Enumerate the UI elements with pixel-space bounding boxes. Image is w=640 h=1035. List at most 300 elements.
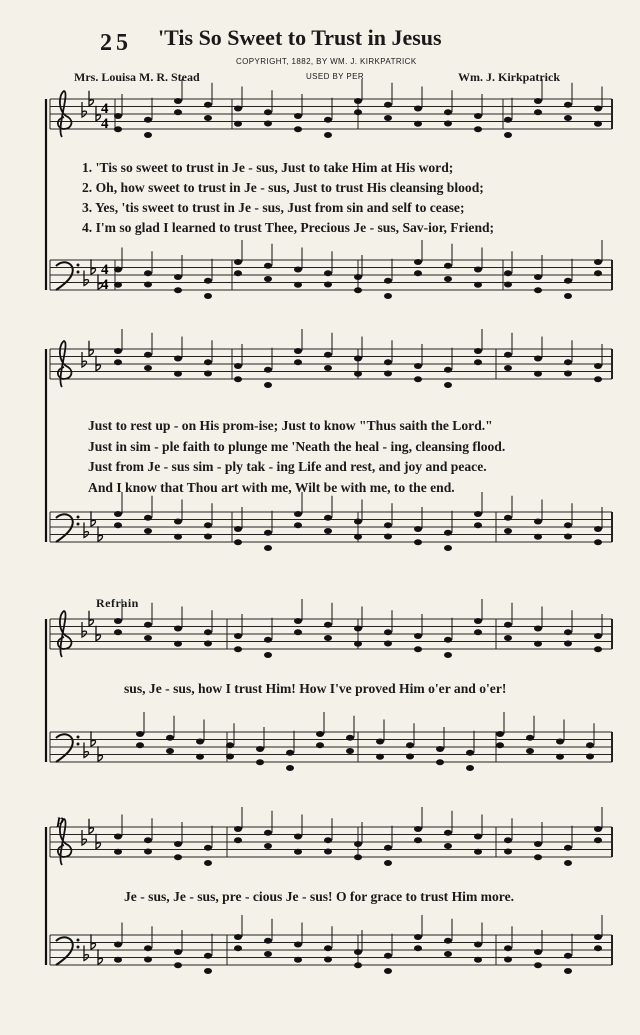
note-head — [594, 539, 602, 545]
note-head — [324, 849, 332, 855]
lyricist-credit: Mrs. Louisa M. R. Stead — [74, 70, 200, 84]
note-head — [414, 106, 422, 112]
note-head — [534, 854, 542, 860]
note-head — [196, 739, 204, 745]
note-head — [264, 545, 272, 551]
note-head — [354, 626, 362, 632]
note-head — [234, 121, 242, 127]
note-head — [136, 742, 144, 748]
note-head — [504, 837, 512, 843]
note-head — [564, 860, 572, 866]
note-head — [294, 282, 302, 288]
refrain-label: Refrain — [96, 596, 139, 610]
note-head — [324, 528, 332, 534]
note-head — [534, 274, 542, 280]
note-head — [384, 968, 392, 974]
note-head — [444, 276, 452, 282]
note-head — [534, 371, 542, 377]
flat-sign — [84, 946, 89, 961]
note-head — [594, 106, 602, 112]
note-head — [474, 282, 482, 288]
note-head — [324, 945, 332, 951]
note-head — [414, 363, 422, 369]
bass-clef — [56, 514, 73, 542]
note-head — [594, 837, 602, 843]
note-head — [444, 382, 452, 388]
note-head — [564, 968, 572, 974]
note-head — [264, 652, 272, 658]
note-head — [414, 934, 422, 940]
note-head — [114, 942, 122, 948]
note-head — [294, 348, 302, 354]
note-head — [114, 282, 122, 288]
note-head — [384, 953, 392, 959]
bass-clef-dot — [77, 736, 80, 739]
note-head — [234, 945, 242, 951]
note-head — [264, 530, 272, 536]
note-head — [564, 293, 572, 299]
note-head — [316, 731, 324, 737]
note-head — [354, 287, 362, 293]
note-head — [504, 622, 512, 628]
note-head — [264, 121, 272, 127]
note-head — [504, 957, 512, 963]
note-head — [534, 534, 542, 540]
note-head — [256, 759, 264, 765]
note-head — [324, 117, 332, 123]
note-head — [204, 102, 212, 108]
hymn-title: 'Tis So Sweet to Trust in Jesus — [158, 25, 442, 50]
note-head — [226, 754, 234, 760]
verse-1-line-2: Just to rest up - on His prom-ise; Just to know "Thus saith the Lord." — [88, 418, 493, 433]
note-head — [144, 622, 152, 628]
note-head — [564, 278, 572, 284]
note-head — [324, 365, 332, 371]
note-head — [444, 652, 452, 658]
note-head — [204, 293, 212, 299]
note-head — [114, 618, 122, 624]
note-head — [294, 126, 302, 132]
verse-2-line-1: 2. Oh, how sweet to trust in Je - sus, Just to trust His cleansing blood; — [82, 180, 484, 195]
note-head — [234, 106, 242, 112]
note-head — [564, 359, 572, 365]
note-head — [474, 126, 482, 132]
note-head — [354, 854, 362, 860]
note-head — [144, 635, 152, 641]
note-head — [204, 968, 212, 974]
note-head — [234, 826, 242, 832]
note-head — [414, 646, 422, 652]
note-head — [564, 953, 572, 959]
note-head — [316, 742, 324, 748]
note-head — [264, 367, 272, 373]
note-head — [564, 641, 572, 647]
flat-sign — [91, 731, 96, 746]
note-head — [354, 98, 362, 104]
note-head — [324, 132, 332, 138]
flat-sign — [84, 271, 89, 286]
note-head — [354, 962, 362, 968]
note-head — [264, 951, 272, 957]
note-head — [204, 278, 212, 284]
note-head — [324, 270, 332, 276]
note-head — [354, 641, 362, 647]
note-head — [204, 845, 212, 851]
note-head — [556, 739, 564, 745]
note-head — [324, 957, 332, 963]
note-head — [114, 957, 122, 963]
note-head — [384, 115, 392, 121]
note-head — [324, 515, 332, 521]
note-head — [234, 539, 242, 545]
note-head — [294, 942, 302, 948]
time-signature-top: 4 — [101, 262, 109, 278]
note-head — [204, 953, 212, 959]
note-head — [444, 843, 452, 849]
note-head — [114, 849, 122, 855]
note-head — [444, 109, 452, 115]
time-signature-bottom: 4 — [101, 277, 109, 293]
note-head — [564, 115, 572, 121]
verse-4-line-1: 4. I'm so glad I learned to trust Thee, Precious Je - sus, Sav-ior, Friend; — [82, 220, 495, 235]
note-head — [556, 754, 564, 760]
note-head — [534, 841, 542, 847]
flat-sign — [82, 102, 87, 117]
note-head — [384, 102, 392, 108]
note-head — [474, 834, 482, 840]
note-head — [354, 356, 362, 362]
composer-credit: Wm. J. Kirkpatrick — [458, 70, 560, 84]
note-head — [144, 515, 152, 521]
note-head — [414, 945, 422, 951]
flat-sign — [82, 352, 87, 367]
note-head — [286, 765, 294, 771]
note-head — [264, 263, 272, 269]
note-head — [234, 376, 242, 382]
bass-clef-dot — [77, 946, 80, 949]
note-head — [594, 121, 602, 127]
time-signature-top: 4 — [101, 101, 109, 117]
note-head — [534, 109, 542, 115]
permission-notice: USED BY PER — [306, 72, 365, 81]
note-head — [204, 641, 212, 647]
note-head — [174, 356, 182, 362]
note-head — [174, 854, 182, 860]
note-head — [534, 98, 542, 104]
note-head — [594, 376, 602, 382]
note-head — [144, 352, 152, 358]
note-head — [466, 765, 474, 771]
note-head — [474, 618, 482, 624]
note-head — [294, 629, 302, 635]
note-head — [564, 102, 572, 108]
note-head — [264, 382, 272, 388]
note-head — [466, 750, 474, 756]
note-head — [354, 534, 362, 540]
note-head — [234, 363, 242, 369]
note-head — [414, 259, 422, 265]
flat-sign — [91, 259, 96, 274]
note-head — [234, 270, 242, 276]
note-head — [444, 637, 452, 643]
dynamic-mark: p — [57, 813, 64, 828]
note-head — [174, 98, 182, 104]
note-head — [294, 849, 302, 855]
note-head — [384, 371, 392, 377]
note-head — [174, 949, 182, 955]
note-head — [384, 293, 392, 299]
note-head — [414, 376, 422, 382]
note-head — [376, 754, 384, 760]
note-head — [474, 957, 482, 963]
note-head — [294, 511, 302, 517]
note-head — [234, 837, 242, 843]
copyright-notice: COPYRIGHT, 1882, BY WM. J. KIRKPATRICK — [236, 57, 417, 66]
note-head — [354, 274, 362, 280]
flat-sign — [84, 523, 89, 538]
note-head — [234, 259, 242, 265]
note-head — [354, 109, 362, 115]
bass-clef-dot — [77, 939, 80, 942]
note-head — [586, 754, 594, 760]
note-head — [504, 270, 512, 276]
note-head — [114, 267, 122, 273]
note-head — [474, 511, 482, 517]
note-head — [526, 735, 534, 741]
note-head — [144, 849, 152, 855]
verse-3-line-1: 3. Yes, 'tis sweet to trust in Je - sus, Just from sin and self to cease; — [82, 200, 465, 215]
note-head — [294, 618, 302, 624]
note-head — [414, 826, 422, 832]
verse-3-line-2: Just from Je - sus sim - ply tak - ing Life and rest, and joy and peace. — [88, 459, 487, 474]
flat-sign — [82, 622, 87, 637]
note-head — [504, 132, 512, 138]
note-head — [414, 121, 422, 127]
note-head — [474, 849, 482, 855]
refrain-line-1: sus, Je - sus, how I trust Him! How I've proved Him o'er and o'er! — [124, 681, 507, 696]
bass-clef-dot — [77, 264, 80, 267]
note-head — [174, 371, 182, 377]
flat-sign — [98, 526, 103, 541]
note-head — [144, 837, 152, 843]
note-head — [144, 957, 152, 963]
note-head — [204, 522, 212, 528]
note-head — [406, 742, 414, 748]
note-head — [594, 259, 602, 265]
flat-sign — [84, 743, 89, 758]
note-head — [444, 530, 452, 536]
note-head — [324, 622, 332, 628]
note-head — [384, 860, 392, 866]
note-head — [474, 942, 482, 948]
note-head — [286, 750, 294, 756]
flat-sign — [96, 626, 101, 641]
note-head — [166, 735, 174, 741]
note-head — [414, 270, 422, 276]
note-head — [114, 359, 122, 365]
note-head — [534, 949, 542, 955]
time-signature-bottom: 4 — [101, 116, 109, 132]
note-head — [264, 938, 272, 944]
note-head — [204, 860, 212, 866]
note-head — [594, 826, 602, 832]
flat-sign — [91, 934, 96, 949]
note-head — [346, 735, 354, 741]
note-head — [114, 113, 122, 119]
flat-sign — [98, 746, 103, 761]
note-head — [504, 528, 512, 534]
verse-1-line-1: 1. 'Tis so sweet to trust in Je - sus, Just to take Him at His word; — [82, 160, 454, 175]
note-head — [324, 837, 332, 843]
note-head — [384, 629, 392, 635]
flat-sign — [89, 819, 94, 834]
note-head — [264, 109, 272, 115]
note-head — [444, 367, 452, 373]
note-head — [144, 528, 152, 534]
note-head — [504, 635, 512, 641]
note-head — [414, 539, 422, 545]
note-head — [594, 363, 602, 369]
flat-sign — [91, 511, 96, 526]
note-head — [376, 739, 384, 745]
note-head — [594, 934, 602, 940]
flat-sign — [98, 949, 103, 964]
note-head — [594, 646, 602, 652]
note-head — [174, 962, 182, 968]
note-head — [354, 519, 362, 525]
note-head — [474, 629, 482, 635]
note-head — [144, 270, 152, 276]
note-head — [534, 641, 542, 647]
note-head — [174, 109, 182, 115]
note-head — [504, 945, 512, 951]
note-head — [474, 113, 482, 119]
note-head — [264, 843, 272, 849]
note-head — [144, 365, 152, 371]
note-head — [114, 629, 122, 635]
note-head — [444, 951, 452, 957]
note-head — [144, 282, 152, 288]
note-head — [504, 117, 512, 123]
note-head — [264, 830, 272, 836]
bass-clef-dot — [77, 523, 80, 526]
note-head — [414, 526, 422, 532]
note-head — [436, 759, 444, 765]
flat-sign — [82, 830, 87, 845]
note-head — [474, 522, 482, 528]
note-head — [534, 287, 542, 293]
note-head — [204, 359, 212, 365]
note-head — [436, 746, 444, 752]
note-head — [294, 359, 302, 365]
note-head — [444, 545, 452, 551]
note-head — [564, 534, 572, 540]
note-head — [144, 945, 152, 951]
note-head — [234, 526, 242, 532]
note-head — [504, 352, 512, 358]
note-head — [504, 515, 512, 521]
note-head — [174, 626, 182, 632]
note-head — [136, 731, 144, 737]
note-head — [504, 282, 512, 288]
note-head — [586, 742, 594, 748]
note-head — [534, 519, 542, 525]
bass-clef — [56, 937, 73, 965]
note-head — [594, 526, 602, 532]
note-head — [114, 511, 122, 517]
note-head — [414, 837, 422, 843]
note-head — [564, 845, 572, 851]
note-head — [474, 267, 482, 273]
flat-sign — [89, 91, 94, 106]
note-head — [226, 742, 234, 748]
verse-4-line-2: And I know that Thou art with me, Wilt be with me, to the end. — [88, 480, 455, 495]
note-head — [496, 731, 504, 737]
note-head — [564, 371, 572, 377]
note-head — [114, 126, 122, 132]
note-head — [384, 641, 392, 647]
note-head — [496, 742, 504, 748]
note-head — [534, 626, 542, 632]
note-head — [384, 278, 392, 284]
note-head — [526, 748, 534, 754]
note-head — [354, 371, 362, 377]
note-head — [234, 934, 242, 940]
note-head — [264, 637, 272, 643]
flat-sign — [96, 356, 101, 371]
flat-sign — [89, 611, 94, 626]
note-head — [384, 845, 392, 851]
note-head — [324, 635, 332, 641]
note-head — [166, 748, 174, 754]
note-head — [594, 633, 602, 639]
note-head — [234, 646, 242, 652]
flat-sign — [89, 341, 94, 356]
note-head — [264, 276, 272, 282]
note-head — [444, 263, 452, 269]
note-head — [384, 534, 392, 540]
hymn-number: 25 — [100, 30, 132, 56]
note-head — [534, 356, 542, 362]
refrain-line-2: Je - sus, Je - sus, pre - cious Je - sus! O for grace to trust Him more. — [124, 889, 515, 904]
note-head — [114, 348, 122, 354]
note-head — [504, 365, 512, 371]
note-head — [174, 519, 182, 525]
note-head — [196, 754, 204, 760]
note-head — [204, 115, 212, 121]
note-head — [444, 121, 452, 127]
note-head — [594, 945, 602, 951]
note-head — [444, 938, 452, 944]
note-head — [144, 117, 152, 123]
bass-clef-dot — [77, 516, 80, 519]
note-head — [174, 274, 182, 280]
note-head — [444, 830, 452, 836]
note-head — [564, 629, 572, 635]
note-head — [114, 834, 122, 840]
note-head — [144, 132, 152, 138]
note-head — [414, 633, 422, 639]
bass-clef — [56, 262, 73, 290]
note-head — [384, 522, 392, 528]
note-head — [294, 834, 302, 840]
note-head — [324, 352, 332, 358]
note-head — [594, 270, 602, 276]
note-head — [204, 371, 212, 377]
note-head — [324, 282, 332, 288]
note-head — [174, 287, 182, 293]
bass-clef-dot — [77, 743, 80, 746]
